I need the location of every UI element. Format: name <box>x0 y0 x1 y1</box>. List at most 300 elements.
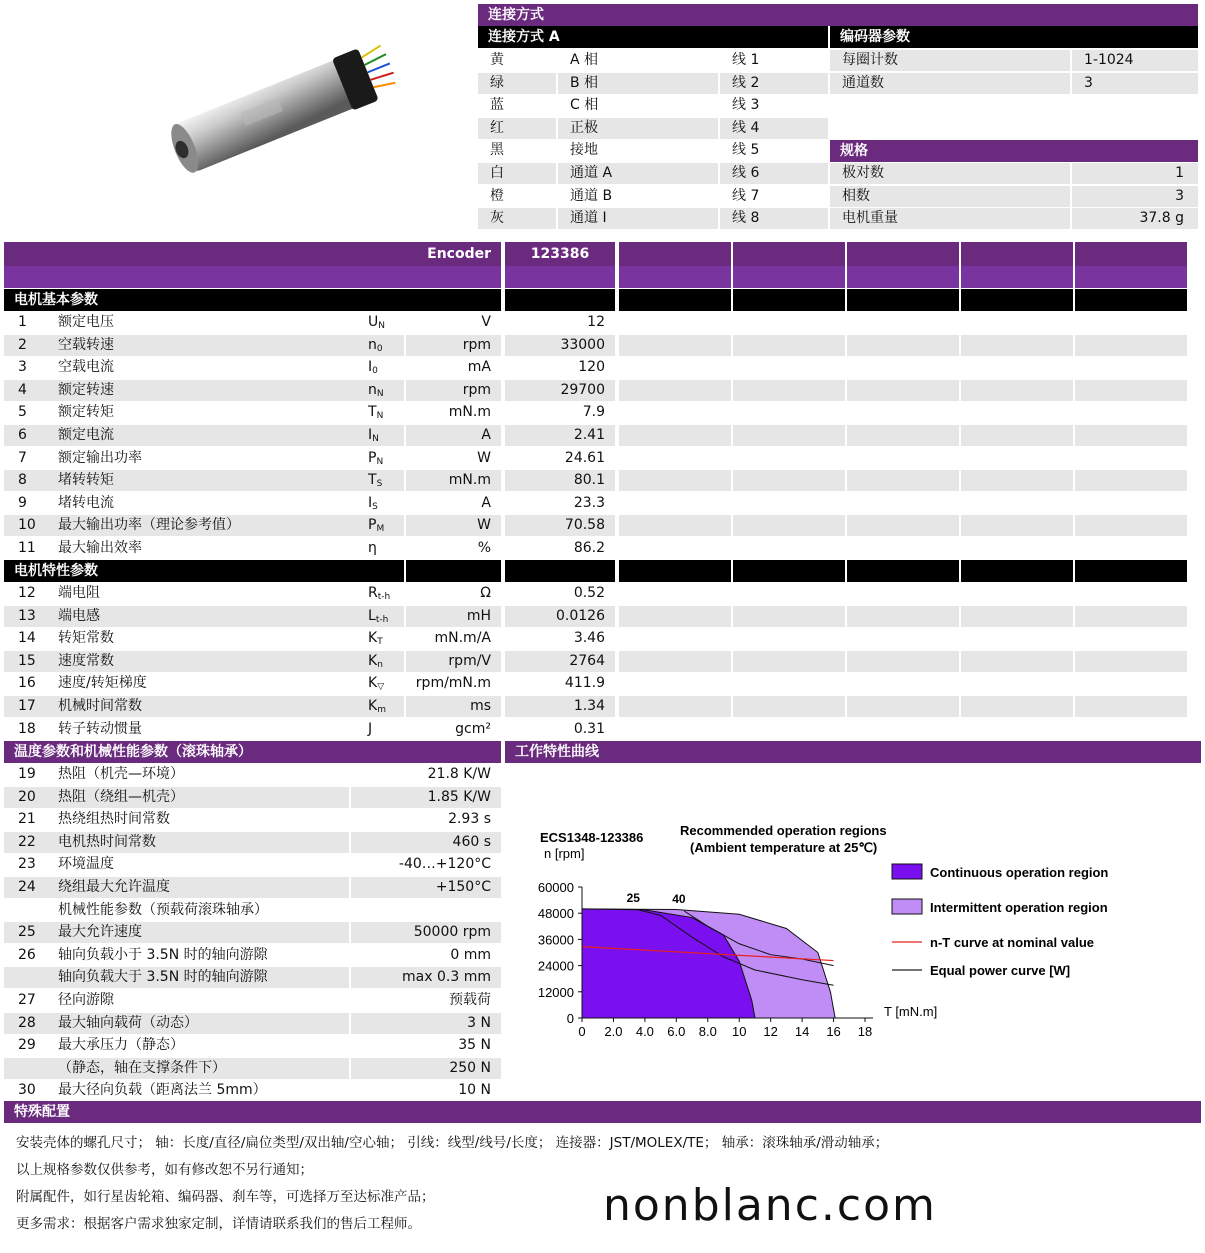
empty-model-cell <box>733 515 845 536</box>
encoder-header: Encoder <box>427 246 491 262</box>
param-name: 额定转速 <box>44 380 354 401</box>
param-value: -40…+120°C <box>398 856 491 873</box>
empty-model-cell <box>847 312 959 333</box>
wire-number: 线 2 <box>720 73 828 94</box>
param-value: 29700 <box>505 380 615 401</box>
param-unit: rpm/mN.m <box>415 675 491 692</box>
empty-col-black <box>1075 560 1187 582</box>
empty-model-cell <box>961 380 1073 401</box>
symbol-main: K <box>368 652 378 669</box>
table-header-band <box>4 266 501 288</box>
param-name: 轴向负载小于 3.5N 时的轴向游隙 <box>58 946 268 963</box>
param-name: 额定转矩 <box>58 404 114 421</box>
param-symbol <box>354 673 404 694</box>
empty-model-cell <box>619 583 731 604</box>
empty-model-cell <box>733 628 845 649</box>
x-tick-label: 12 <box>763 1024 778 1039</box>
param-name: 热阻（机壳—环境） <box>58 766 184 782</box>
empty-model-cell <box>1075 357 1187 378</box>
param-value: 1.34 <box>505 696 615 717</box>
param-name: 最大输出功率（理论参考值） <box>44 515 354 536</box>
row-number: 21 <box>18 811 36 828</box>
empty-model-cell <box>847 651 959 672</box>
table-header-model <box>505 242 615 266</box>
empty-model-cell <box>847 425 959 446</box>
param-symbol <box>354 493 404 514</box>
param-symbol <box>354 651 404 672</box>
empty-model-cell <box>619 696 731 717</box>
special-note-line: 更多需求：根据客户需求独家定制，详情请联系我们的售后工程师。 <box>16 1216 421 1232</box>
param-unit: mH <box>406 606 501 627</box>
empty-model-cell <box>847 493 959 514</box>
empty-model-cell <box>1075 402 1187 423</box>
empty-model-cell <box>733 538 845 559</box>
equal-power-label: 25 <box>626 890 640 905</box>
empty-col-black <box>847 560 959 582</box>
symbol-main: K <box>368 630 378 647</box>
motor-photo <box>20 20 460 230</box>
legend-label: Equal power curve [W] <box>930 963 1071 978</box>
empty-model-cell <box>733 606 845 627</box>
param-symbol <box>354 515 404 536</box>
empty-model-col-header <box>619 242 731 266</box>
symbol-sub: 0 <box>376 343 383 354</box>
wire-signal: 通道 A <box>558 163 718 184</box>
empty-model-cell <box>961 583 1073 604</box>
row-number: 12 <box>18 585 36 601</box>
empty-model-cell <box>847 470 959 491</box>
empty-model-cell <box>619 402 731 423</box>
param-unit: % <box>477 540 491 556</box>
row-number: 27 <box>18 992 36 1008</box>
chart-subtitle-2: (Ambient temperature at 25℃) <box>690 840 878 855</box>
chart-ylabel: n [rpm] <box>544 846 585 861</box>
special-note-line: 以上规格参数仅供参考，如有修改恕不另行通知； <box>16 1162 313 1178</box>
param-value: 50000 rpm <box>351 922 501 943</box>
y-tick-label: 48000 <box>537 906 574 922</box>
param-value: 0.31 <box>573 720 605 737</box>
specs-title: 规格 <box>830 140 1198 162</box>
symbol-sub: n <box>377 659 383 670</box>
website-watermark: nonblanc.com <box>603 1180 937 1231</box>
param-symbol <box>354 357 404 378</box>
wire-color: 红 <box>478 118 556 139</box>
row-number: 10 <box>4 515 44 536</box>
param-symbol <box>354 470 404 491</box>
x-tick-label: 2.0 <box>604 1024 623 1039</box>
row-number: 25 <box>4 922 44 943</box>
row-number: 16 <box>18 675 36 692</box>
param-unit: mN.m/A <box>434 630 491 647</box>
curve-section-title: 工作特性曲线 <box>505 741 1201 763</box>
chart-title: ECS1348-123386 <box>540 830 644 845</box>
symbol-sub: t-h <box>377 592 391 602</box>
empty-model-cell <box>733 402 845 423</box>
empty-model-cell <box>733 696 845 717</box>
thermal-params-title: 温度参数和机械性能参数（滚珠轴承） <box>4 741 501 763</box>
param-name: 机械时间常数 <box>44 696 354 717</box>
param-symbol <box>354 312 404 333</box>
empty-model-cell <box>847 696 959 717</box>
spec-label: 电机重量 <box>830 208 1070 229</box>
param-symbol <box>354 583 404 604</box>
empty-model-cell <box>1075 493 1187 514</box>
empty-col-black <box>961 289 1073 311</box>
connection-subtitle: 连接方式 A <box>478 26 828 48</box>
param-value: 23.3 <box>573 494 605 511</box>
empty-model-cell <box>733 493 845 514</box>
param-name: 堵转转矩 <box>44 470 354 491</box>
empty-model-cell <box>1075 470 1187 491</box>
param-value <box>351 900 501 921</box>
empty-model-cell <box>1075 515 1187 536</box>
empty-model-cell <box>619 357 731 378</box>
empty-model-cell <box>961 696 1073 717</box>
empty-model-cell <box>733 448 845 469</box>
empty-model-col-band <box>1075 266 1187 288</box>
wire-number: 线 3 <box>732 97 760 114</box>
param-value: 2764 <box>505 651 615 672</box>
param-name: 热阻（绕组—机壳） <box>44 787 349 808</box>
empty-model-col-band <box>733 266 845 288</box>
x-tick-label: 8.0 <box>698 1024 717 1039</box>
empty-model-cell <box>733 673 845 694</box>
empty-model-cell <box>1075 583 1187 604</box>
empty-model-cell <box>961 606 1073 627</box>
wire-number: 线 6 <box>720 163 828 184</box>
empty-model-col-header <box>1075 242 1187 266</box>
param-symbol <box>354 628 404 649</box>
empty-model-col-header <box>961 242 1073 266</box>
empty-model-cell <box>1075 335 1187 356</box>
param-name: 速度常数 <box>44 651 354 672</box>
param-name: 最大径向负载（距离法兰 5mm） <box>58 1082 267 1099</box>
x-tick-label: 18 <box>857 1024 873 1039</box>
row-number: 30 <box>18 1082 36 1099</box>
param-value: 12 <box>587 314 605 330</box>
empty-model-cell <box>1075 719 1187 740</box>
row-number: 5 <box>18 404 27 421</box>
empty-model-cell <box>961 335 1073 356</box>
empty-model-cell <box>733 719 845 740</box>
wire-number: 线 7 <box>732 187 760 204</box>
row-number: 9 <box>18 494 27 511</box>
param-unit: W <box>406 515 501 536</box>
empty-col-black <box>733 560 845 582</box>
symbol-main: R <box>368 585 378 601</box>
row-number <box>4 967 44 988</box>
symbol-main: U <box>368 314 379 330</box>
row-number: 29 <box>18 1037 36 1054</box>
param-symbol <box>354 402 404 423</box>
empty-model-cell <box>961 651 1073 672</box>
spec-label: 极对数 <box>830 163 1070 184</box>
param-name: 轴向负载大于 3.5N 时的轴向游隙 <box>44 967 349 988</box>
special-note-line: 附属配件，如行星齿轮箱、编码器、刹车等，可选择万至达标准产品； <box>16 1189 435 1205</box>
param-value: 2.41 <box>505 425 615 446</box>
row-number: 8 <box>4 470 44 491</box>
symbol-main: K <box>368 698 378 714</box>
legend-swatch <box>892 864 922 879</box>
symbol-sub: N <box>376 388 384 399</box>
spec-value: 1 <box>1072 163 1198 184</box>
empty-model-cell <box>619 425 731 446</box>
row-number: 14 <box>18 630 36 647</box>
empty-model-cell <box>619 448 731 469</box>
param-value: 3.46 <box>573 630 605 647</box>
spec-value: 37.8 g <box>1072 208 1198 229</box>
wire-color: 灰 <box>478 208 556 229</box>
empty-model-cell <box>847 628 959 649</box>
empty-model-cell <box>961 357 1073 378</box>
param-name: 空载电流 <box>58 359 114 376</box>
param-value: 80.1 <box>505 470 615 491</box>
param-unit: mN.m <box>448 404 491 421</box>
symbol-sub: ▽ <box>377 682 385 693</box>
param-value: 7.9 <box>582 404 605 421</box>
wire-number: 线 8 <box>720 208 828 229</box>
param-value: max 0.3 mm <box>351 967 501 988</box>
row-number: 1 <box>18 314 27 330</box>
symbol-main: K <box>368 675 378 692</box>
wire-color: 黄 <box>490 52 504 68</box>
legend-label: n-T curve at nominal value <box>930 935 1094 950</box>
empty-model-cell <box>961 719 1073 740</box>
row-number: 20 <box>4 787 44 808</box>
wire-signal: C 相 <box>570 97 599 114</box>
chart-subtitle: Recommended operation regions <box>680 823 887 838</box>
empty-model-cell <box>619 673 731 694</box>
empty-model-cell <box>1075 312 1187 333</box>
empty-model-cell <box>1075 606 1187 627</box>
row-number: 24 <box>4 877 44 898</box>
empty-model-cell <box>619 380 731 401</box>
empty-col-black <box>847 289 959 311</box>
param-value: +150°C <box>351 877 501 898</box>
wire-color: 绿 <box>478 73 556 94</box>
encoder-param-value: 1-1024 <box>1072 50 1198 71</box>
x-tick-label: 6.0 <box>667 1024 686 1039</box>
x-tick-label: 10 <box>731 1024 747 1039</box>
param-value: 86.2 <box>573 540 605 556</box>
operating-curve-chart <box>510 800 1200 1060</box>
row-number: 17 <box>4 696 44 717</box>
param-value: 120 <box>578 359 605 376</box>
param-name: 端电感 <box>44 606 354 627</box>
empty-model-col-band <box>619 266 731 288</box>
param-name: 额定电流 <box>44 425 354 446</box>
encoder-param-label: 通道数 <box>830 73 1070 94</box>
characteristic-params-title: 电机特性参数 <box>4 560 404 582</box>
chart-xlabel: T [mN.m] <box>884 1004 938 1019</box>
model-header: 123386 <box>530 246 590 262</box>
symbol-sub: 0 <box>372 366 378 377</box>
empty-model-col-band <box>847 266 959 288</box>
empty-model-cell <box>619 493 731 514</box>
wire-color: 橙 <box>490 187 504 204</box>
empty-model-cell <box>619 606 731 627</box>
empty-model-cell <box>961 425 1073 446</box>
param-value: 预载荷 <box>449 992 491 1008</box>
symbol-main: I <box>368 359 373 376</box>
param-symbol <box>354 538 404 559</box>
param-unit: A <box>481 494 491 511</box>
empty-model-cell <box>1075 651 1187 672</box>
row-number: 28 <box>4 1013 44 1034</box>
param-value: 70.58 <box>505 515 615 536</box>
param-name: 空载转速 <box>44 335 354 356</box>
wire-color: 黑 <box>490 142 504 159</box>
param-unit: rpm <box>406 335 501 356</box>
empty-model-cell <box>733 583 845 604</box>
param-symbol <box>354 335 404 356</box>
empty-col-black <box>961 560 1073 582</box>
empty-model-cell <box>961 628 1073 649</box>
legend-swatch <box>892 899 922 914</box>
param-name: 转矩常数 <box>58 630 114 647</box>
symbol-sub: t-h <box>375 614 389 625</box>
basic-params-title: 电机基本参数 <box>4 289 501 311</box>
param-value: 1.85 K/W <box>351 787 501 808</box>
symbol-main: P <box>368 449 377 466</box>
empty-model-cell <box>1075 628 1187 649</box>
param-name: （静态，轴在支撑条件下） <box>44 1058 349 1079</box>
wire-number: 线 4 <box>720 118 828 139</box>
equal-power-label: 40 <box>672 892 686 907</box>
empty-model-cell <box>733 651 845 672</box>
symbol-main: T <box>368 404 377 421</box>
symbol-sub: N <box>376 456 384 467</box>
symbol-sub: S <box>372 501 378 512</box>
param-value: 0 mm <box>450 946 491 963</box>
row-number <box>4 1058 44 1079</box>
empty-model-cell <box>847 538 959 559</box>
wire-signal: 通道 B <box>570 187 613 204</box>
empty-model-cell <box>847 402 959 423</box>
param-value: 10 N <box>458 1082 491 1099</box>
param-value: 460 s <box>351 832 501 853</box>
symbol-main: J <box>368 720 373 737</box>
param-value: 250 N <box>351 1058 501 1079</box>
param-value: 0.0126 <box>505 606 615 627</box>
symbol-sub: N <box>376 411 384 422</box>
empty-model-cell <box>961 673 1073 694</box>
param-name: 额定输出功率 <box>58 449 142 466</box>
param-name: 热绕组热时间常数 <box>58 811 170 828</box>
empty-model-cell <box>619 335 731 356</box>
param-name: 最大输出效率 <box>58 540 142 556</box>
param-name: 转子转动惯量 <box>58 720 142 737</box>
row-number: 4 <box>4 380 44 401</box>
param-unit: A <box>406 425 501 446</box>
param-value: 411.9 <box>564 675 605 692</box>
table-header-band-2 <box>505 266 615 288</box>
empty-model-cell <box>847 380 959 401</box>
encoder-param-value: 3 <box>1072 73 1198 94</box>
spec-label: 相数 <box>830 186 1070 207</box>
symbol-sub: M <box>376 524 385 535</box>
empty-model-cell <box>619 470 731 491</box>
encoder-param-label: 每圈计数 <box>830 50 1070 71</box>
spec-value: 3 <box>1072 186 1198 207</box>
row-number: 13 <box>4 606 44 627</box>
param-unit: mA <box>467 359 491 376</box>
param-unit: mN.m <box>406 470 501 491</box>
param-name: 绕组最大允许温度 <box>44 877 349 898</box>
empty-model-cell <box>1075 696 1187 717</box>
empty-model-col-band <box>961 266 1073 288</box>
row-number: 23 <box>18 856 36 873</box>
table-header-left <box>4 242 501 266</box>
empty-model-cell <box>847 583 959 604</box>
symbol-main: n <box>368 381 377 398</box>
legend-label: Continuous operation region <box>930 865 1109 880</box>
param-unit: gcm² <box>455 720 491 737</box>
y-tick-label: 0 <box>566 1011 574 1026</box>
empty-model-cell <box>619 515 731 536</box>
empty-model-cell <box>733 425 845 446</box>
empty-model-cell <box>733 470 845 491</box>
legend-label: Intermittent operation region <box>930 900 1108 915</box>
row-number: 18 <box>18 720 36 737</box>
param-name: 额定电压 <box>58 314 114 330</box>
empty-model-cell <box>847 357 959 378</box>
param-value: 2.93 s <box>448 811 491 828</box>
empty-model-cell <box>733 357 845 378</box>
param-name: 堵转电流 <box>58 494 114 511</box>
connection-title: 连接方式 <box>478 4 1198 26</box>
empty-model-cell <box>847 673 959 694</box>
empty-model-cell <box>961 470 1073 491</box>
row-number <box>4 900 44 921</box>
symbol-sub: N <box>378 321 385 331</box>
row-number: 6 <box>4 425 44 446</box>
row-number: 11 <box>18 540 36 556</box>
wire-signal: 通道 I <box>558 208 718 229</box>
empty-model-cell <box>619 628 731 649</box>
empty-model-cell <box>961 538 1073 559</box>
param-value: 0.52 <box>573 585 605 601</box>
wire-signal: B 相 <box>558 73 718 94</box>
basic-params-title-col <box>505 289 615 311</box>
param-value: 21.8 K/W <box>427 766 491 782</box>
param-symbol <box>354 696 404 717</box>
empty-model-cell <box>847 448 959 469</box>
symbol-main: η <box>368 540 377 556</box>
empty-col-black <box>733 289 845 311</box>
empty-model-cell <box>847 515 959 536</box>
empty-model-cell <box>733 335 845 356</box>
empty-model-cell <box>847 606 959 627</box>
symbol-main: I <box>368 427 373 443</box>
param-unit: ms <box>406 696 501 717</box>
symbol-sub: S <box>376 479 383 490</box>
param-name: 速度/转矩梯度 <box>58 675 147 692</box>
param-unit: Ω <box>480 585 491 601</box>
characteristic-title-unit-col <box>406 560 501 582</box>
empty-model-cell <box>1075 448 1187 469</box>
param-name: 最大轴向载荷（动态） <box>44 1013 349 1034</box>
empty-model-cell <box>1075 380 1187 401</box>
empty-model-cell <box>961 493 1073 514</box>
characteristic-title-val-col <box>505 560 615 582</box>
param-name: 环境温度 <box>58 856 114 873</box>
param-value: 35 N <box>458 1037 491 1054</box>
param-unit: W <box>477 449 491 466</box>
param-unit: rpm <box>406 380 501 401</box>
empty-col-black <box>619 560 731 582</box>
x-tick-label: 0 <box>578 1024 586 1039</box>
